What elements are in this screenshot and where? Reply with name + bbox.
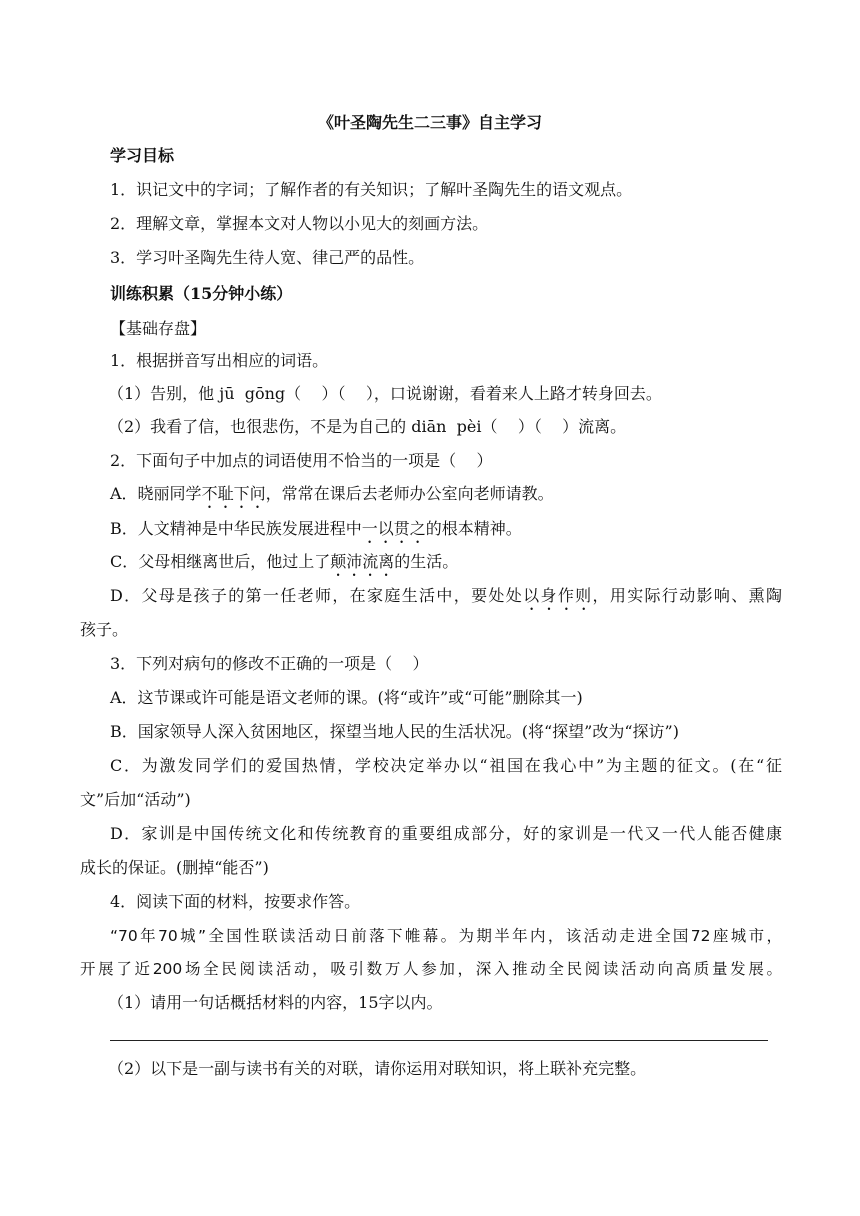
q4-material-line-1: “70年70城”全国性联读活动日前落下帷幕。为期半年内，该活动走进全国72座城市，: [110, 927, 782, 945]
q2-a-dotted-word: 不耻下问: [201, 484, 266, 503]
training-heading: 训练积累（15分钟小练）: [110, 284, 293, 303]
q3-stem: 3．下列对病句的修改不正确的一项是（ ）: [110, 654, 429, 673]
q2-d-post: ，用实际行动影响、熏陶: [592, 586, 782, 605]
q2-a-pre: A．晓丽同学: [110, 484, 202, 503]
page-title: 《叶圣陶先生二三事》自主学习: [317, 113, 542, 132]
goal-item-1: 1．识记文中的字词；了解作者的有关知识；了解叶圣陶先生的语文观点。: [110, 180, 633, 199]
q1-stem: 1．根据拼音写出相应的词语。: [110, 351, 329, 370]
q2-option-a: [110, 483, 810, 512]
q4-material-line-2: 开展了近200场全民阅读活动，吸引数万人参加，深入推动全民阅读活动向高质量发展。: [80, 960, 782, 978]
answer-line[interactable]: [110, 1040, 768, 1041]
goals-heading: 学习目标: [110, 146, 175, 165]
q4-part1: （1）请用一句话概括材料的内容，15字以内。: [108, 993, 443, 1012]
q3-option-a: A．这节课或许可能是语文老师的课。(将“或许”或“可能”删除其一): [110, 688, 583, 707]
q4-stem: 4．阅读下面的材料，按要求作答。: [110, 892, 361, 911]
q2-b-post: 的根本精神。: [425, 519, 522, 538]
goal-item-3: 3．学习叶圣陶先生待人宽、律己严的品性。: [110, 248, 425, 267]
q3-option-c-cont: 文”后加“活动”): [80, 790, 191, 809]
q2-d-dotted-word: 以身作则: [523, 586, 593, 605]
q3-option-d: D．家训是中国传统文化和传统教育的重要组成部分，好的家训是一代又一代人能否健康: [110, 824, 782, 843]
q2-option-d: [110, 585, 782, 614]
section-heading: 【基础存盘】: [110, 319, 207, 338]
q2-d-pre: D．父母是孩子的第一任老师，在家庭生活中，要处处: [110, 586, 524, 605]
q2-stem: 2．下面句子中加点的词语使用不恰当的一项是（ ）: [110, 451, 493, 470]
q2-option-b: [110, 518, 810, 547]
q2-option-c: [110, 551, 810, 580]
q1-part2: （2）我看了信，也很悲伤，不是为自己的 diān pèi（ ）（ ）流离。: [108, 417, 627, 436]
q3-option-d-cont: 成长的保证。(删掉“能否”): [80, 858, 269, 877]
q2-a-post: ，常常在课后去老师办公室向老师请教。: [265, 484, 554, 503]
q4-part2: （2）以下是一副与读书有关的对联，请你运用对联知识，将上联补充完整。: [108, 1059, 647, 1078]
q2-c-pre: C．父母相继离世后，他过上了: [110, 552, 331, 571]
q3-option-b: B．国家领导人深入贫困地区，探望当地人民的生活状况。(将“探望”改为“探访”): [110, 722, 679, 741]
q2-b-pre: B．人文精神是中华民族发展进程中: [110, 519, 362, 538]
q1-part1: （1）告别，他 jū gōng（ ）（ ），口说谢谢，看着来人上路才转身回去。: [108, 384, 662, 403]
q2-b-dotted-word: 一以贯之: [361, 519, 426, 538]
q2-c-dotted-word: 颠沛流离: [330, 552, 395, 571]
goal-item-2: 2．理解文章，掌握本文对人物以小见大的刻画方法。: [110, 214, 489, 233]
q2-c-post: 的生活。: [394, 552, 459, 571]
q2-option-d-cont: 孩子。: [80, 620, 129, 639]
q3-option-c: C．为激发同学们的爱国热情，学校决定举办以“祖国在我心中”为主题的征文。(在“征: [110, 756, 782, 775]
